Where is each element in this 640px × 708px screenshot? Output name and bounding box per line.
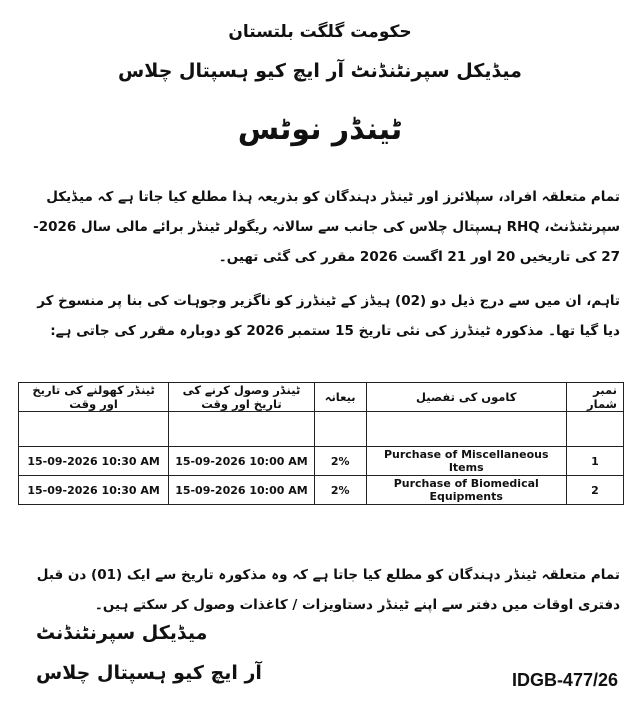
notice-paragraph-2: تاہم، ان میں سے درج ذیل دو (02) ہیڈز کے ٹینڈرز کو ناگزیر وجوہات کی بنا پر منسوخ کر دیا گیا تھا۔ مذکورہ ٹینڈرز کی نئی تاریخ 15 ستمبر 2026 کو دوبارہ مقرر کی جاتی ہے: — [37, 293, 620, 339]
government-heading: حکومت گلگت بلتستان — [228, 22, 412, 42]
row-opening: 15-09-2026 10:30 AM — [19, 447, 169, 476]
table-header-row — [19, 383, 624, 412]
table-spacer-row — [19, 412, 624, 447]
signature-title: میڈیکل سپرنٹنڈنٹ — [36, 622, 208, 644]
row-earnest: 2% — [314, 476, 366, 505]
row-earnest: 2% — [314, 447, 366, 476]
row-serial: 1 — [566, 447, 623, 476]
notice-title: ٹینڈر نوٹس — [237, 112, 403, 147]
row-receipt: 15-09-2026 10:00 AM — [169, 476, 315, 505]
notice-paragraph-1: تمام متعلقہ افراد، سپلائرز اور ٹینڈر دہندگان کو بذریعہ ہذا مطلع کیا جاتا ہے کہ میڈیکل سپرنٹنڈنٹ، RHQ ہسپتال چلاس کی جانب سے سالانہ ریگولر ٹینڈر برائے مالی سال 2026-27 کی تاریخیں 20 اور 21 اگست 2026 مقرر کی گئی تھیں۔ — [33, 189, 620, 265]
header-receipt: ٹینڈر وصول کرنے کی تاریخ اور وقت — [169, 383, 315, 412]
table-row — [19, 447, 624, 476]
reference-number: IDGB-477/26 — [511, 670, 618, 690]
header-serial: نمبر شمار — [566, 383, 623, 412]
row-description: Purchase of Biomedical Equipments — [366, 476, 566, 505]
notice-paragraph-3: تمام متعلقہ ٹینڈر دہندگان کو مطلع کیا جاتا ہے کہ وہ مذکورہ تاریخ سے ایک (01) دن قبل دفتری اوقات میں دفتر سے اپنے ٹینڈر دستاویزات / کاغذات وصول کر سکتے ہیں۔ — [36, 567, 620, 613]
office-heading: میڈیکل سپرنٹنڈنٹ آر ایچ کیو ہسپتال چلاس — [118, 60, 522, 82]
row-serial: 2 — [566, 476, 623, 505]
header-earnest: بیعانہ — [314, 383, 366, 412]
table-row — [19, 476, 624, 505]
tender-table — [18, 382, 624, 505]
row-description: Purchase of Miscellaneous Items — [366, 447, 566, 476]
row-opening: 15-09-2026 10:30 AM — [19, 476, 169, 505]
header-opening: ٹینڈر کھولنے کی تاریخ اور وقت — [19, 383, 169, 412]
header-description: کاموں کی تفصیل — [366, 383, 566, 412]
row-receipt: 15-09-2026 10:00 AM — [169, 447, 315, 476]
signature-office: آر ایچ کیو ہسپتال چلاس — [36, 662, 262, 684]
